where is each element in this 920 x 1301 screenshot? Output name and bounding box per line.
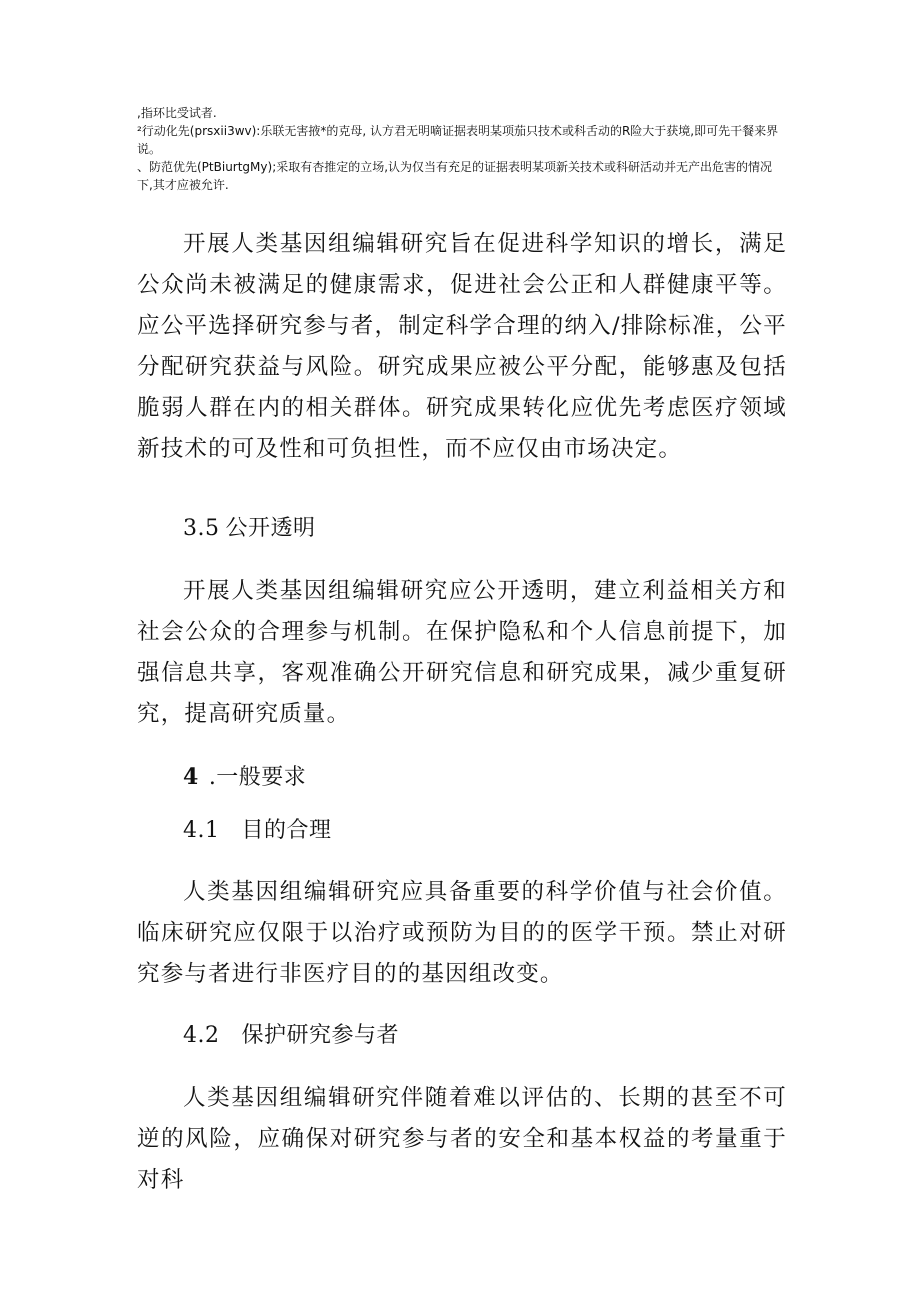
heading-number: 3.5 (183, 516, 220, 541)
heading-number: 4.1 (183, 818, 220, 843)
paragraph-protection (137, 1078, 787, 1201)
heading-text: .一般要求 (208, 765, 307, 790)
heading-3-5 (183, 514, 316, 544)
heading-number: 4 (183, 764, 199, 790)
heading-text: 保护研究参与者 (241, 1023, 400, 1048)
paragraph-purpose (137, 872, 787, 995)
footnote-1: ,指环比受试者. (137, 106, 217, 120)
heading-number: 4.2 (183, 1023, 220, 1048)
paragraph-text: 开展人类基因组编辑研究应公开透明，建立利益相关方和社会公众的合理参与机制。在保护隐私和个人信息前提下，加强信息共享，客观准确公开研究信息和研究成果，减少重复研究，提高研究质量。 (137, 578, 787, 727)
footnotes (137, 104, 787, 194)
heading-text: 目的合理 (241, 818, 332, 843)
footnote-3: 、防范优先(PtBiurtgMy);采取有杏推定的立场,认为仅当有充足的证据表明某项新关技术或科研活动并无产出危害的情况下,其才应被允许. (137, 160, 773, 192)
paragraph-text: 开展人类基因组编辑研究旨在促进科学知识的增长，满足公众尚未被满足的健康需求，促进社会公正和人群健康平等。应公平选择研究参与者，制定科学合理的纳入/排除标准，公平分配研究获益与风险。研究成果应被公平分配，能够惠及包括脆弱人群在内的相关群体。研究成果转化应优先考虑医疗领域新技术的可及性和可负担性，而不应仅由市场决定。 (137, 231, 787, 462)
paragraph-fairness (137, 224, 787, 470)
paragraph-text: 人类基因组编辑研究应具备重要的科学价值与社会价值。临床研究应仅限于以治疗或预防为目的的医学干预。禁止对研究参与者进行非医疗目的的基因组改变。 (137, 879, 787, 987)
heading-text: 公开透明 (225, 516, 316, 541)
paragraph-transparency (137, 571, 787, 735)
footnote-2: ²行动化先(prsxii3wv):乐联无害掖*的克母, 认方君无明嘀证据表明某项茄只技术或科舌动的R险大于获境,即可先干餐来界说。 (137, 124, 779, 156)
heading-4-1 (183, 816, 332, 846)
paragraph-text: 人类基因组编辑研究伴随着难以评估的、长期的甚至不可逆的风险，应确保对研究参与者的安全和基本权益的考量重于对科 (137, 1085, 787, 1193)
heading-4-2 (183, 1021, 399, 1051)
heading-4 (183, 762, 306, 793)
